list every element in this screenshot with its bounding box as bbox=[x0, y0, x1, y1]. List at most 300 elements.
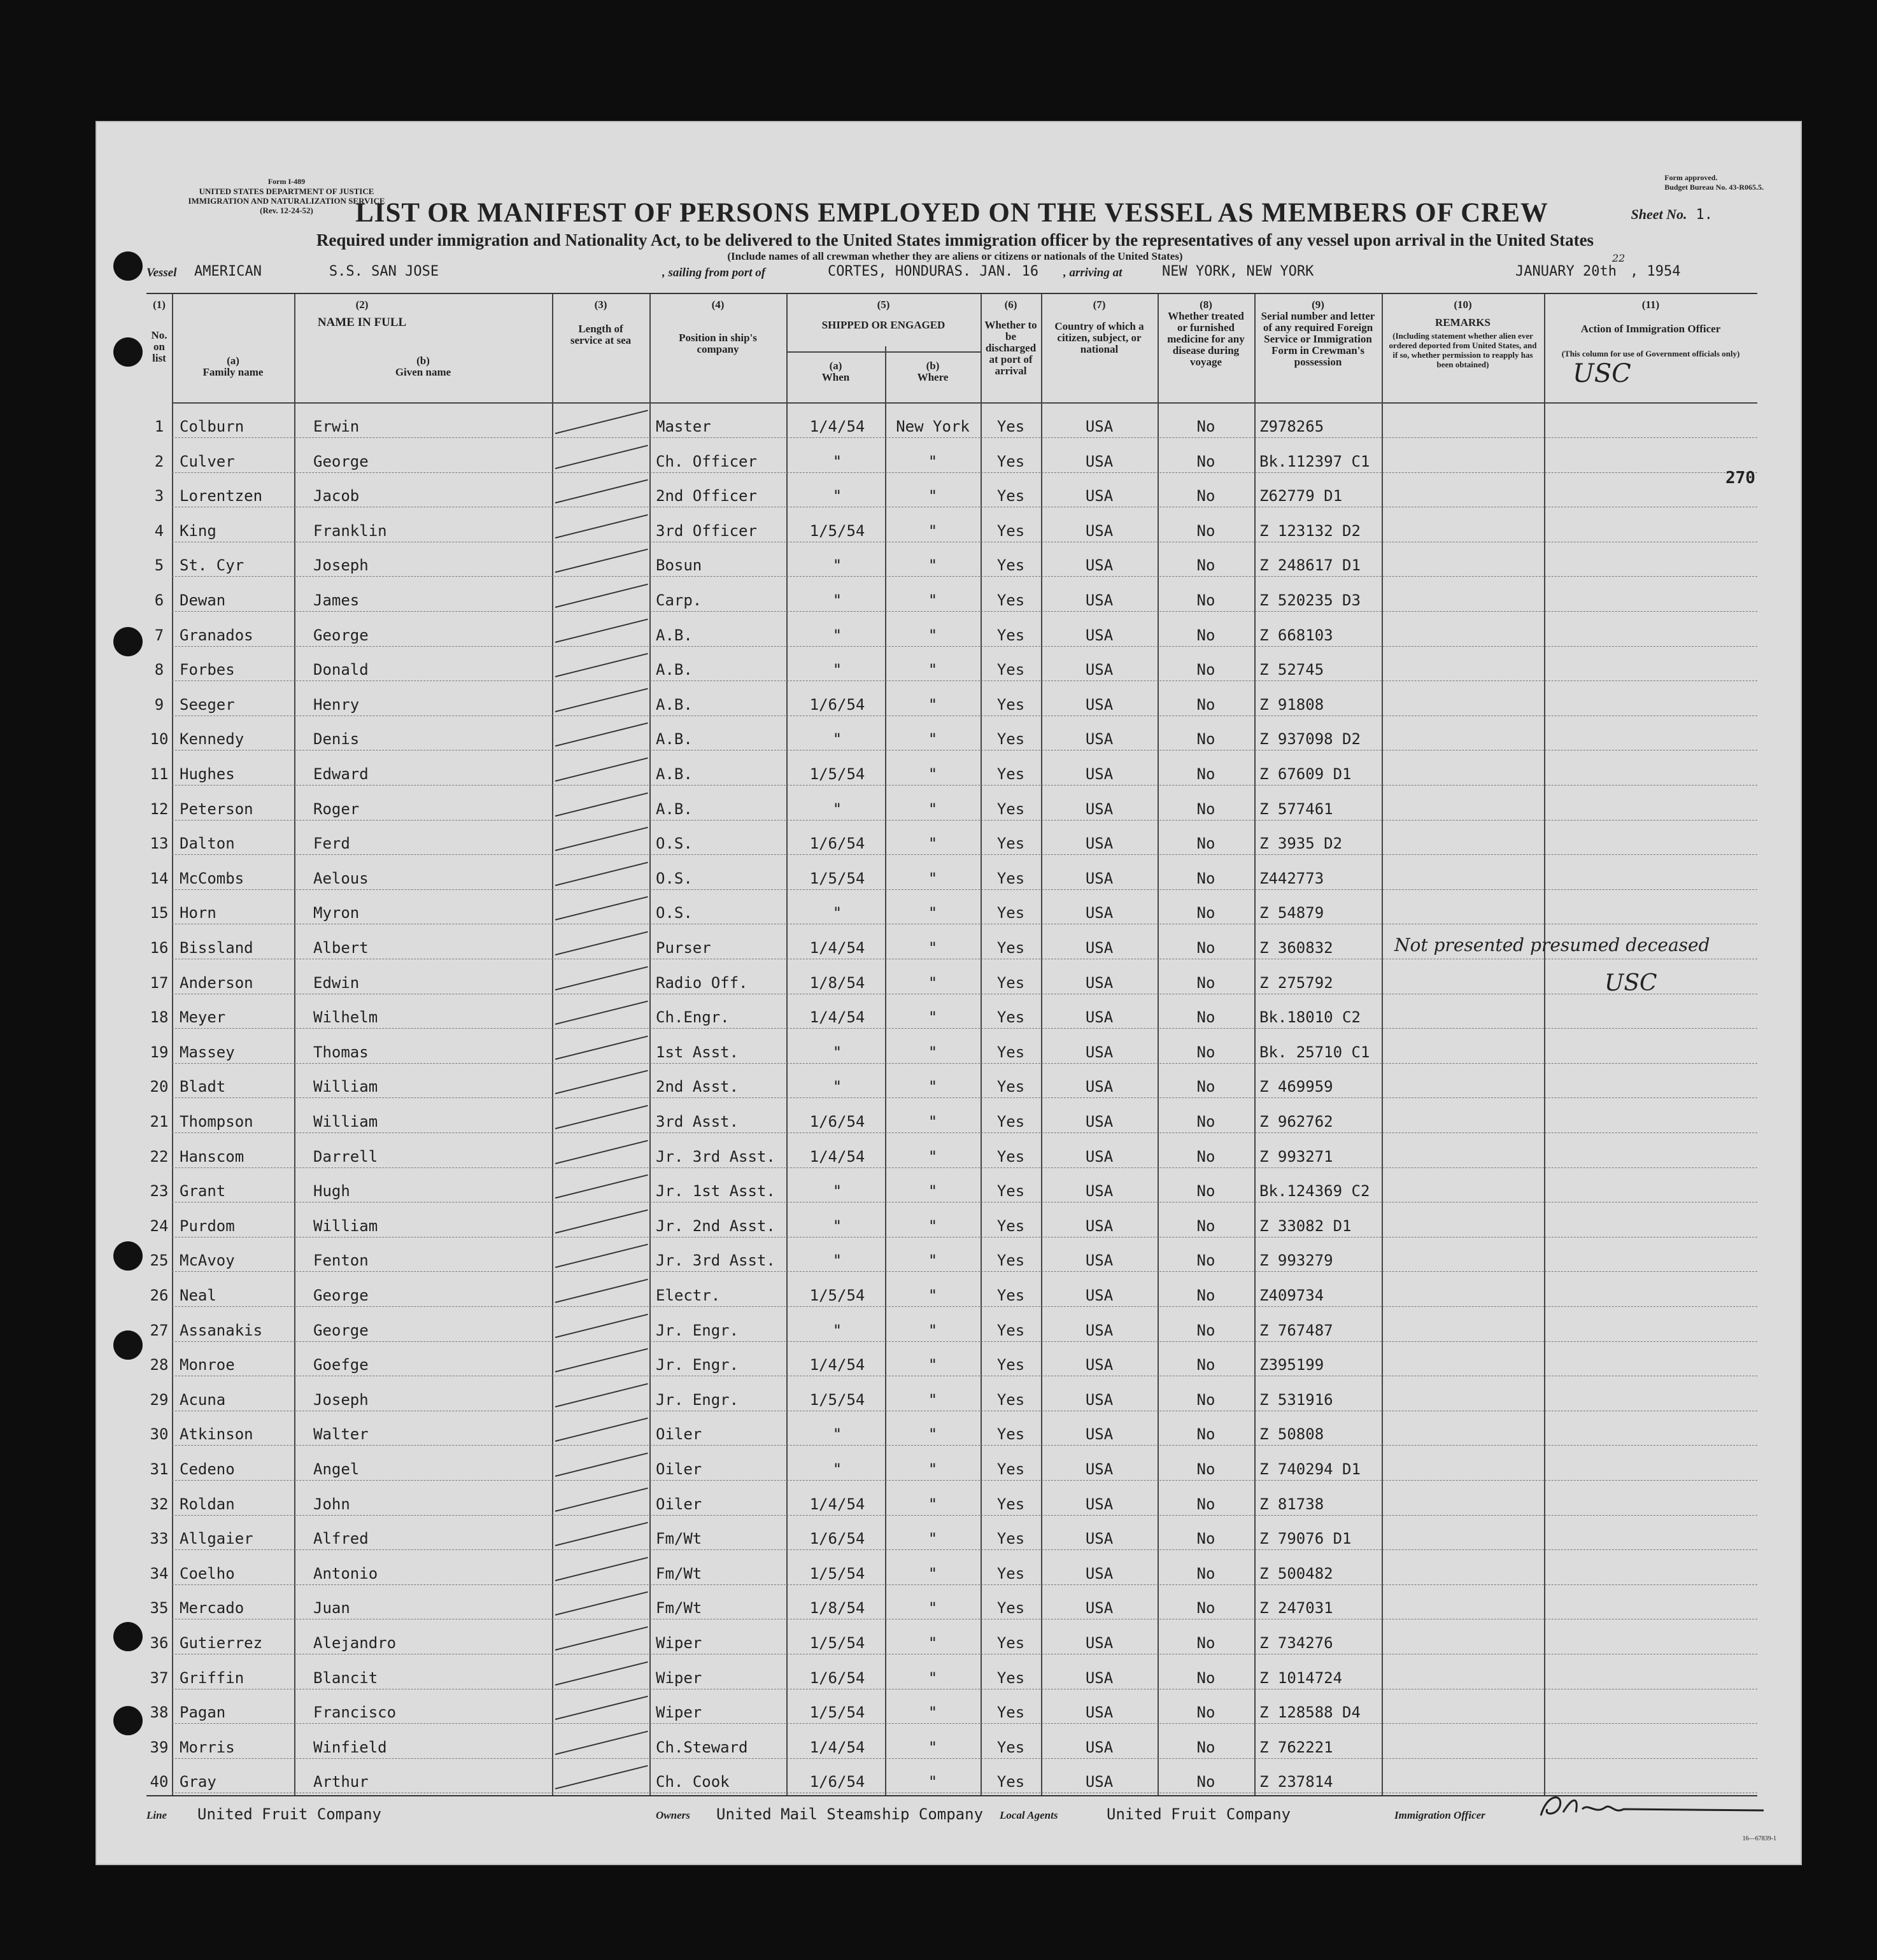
col-name-header: NAME IN FULL bbox=[317, 316, 407, 329]
cell-position: Oiler bbox=[656, 1460, 702, 1478]
cell-serial: Z 767487 bbox=[1259, 1321, 1333, 1339]
cell-given: Edwin bbox=[313, 973, 360, 992]
col-given-number: (b) bbox=[416, 355, 430, 367]
cell-no: 7 bbox=[154, 626, 164, 644]
cell-country: USA bbox=[1085, 1703, 1114, 1722]
col-discharge-number: (6) bbox=[1004, 299, 1017, 311]
cell-given: Ferd bbox=[313, 835, 350, 853]
table-row bbox=[146, 1724, 1757, 1759]
cell-family: King bbox=[180, 521, 216, 540]
service-dash-mark bbox=[555, 514, 648, 539]
cell-where: " bbox=[928, 1008, 938, 1027]
cell-no: 5 bbox=[154, 556, 164, 575]
cell-no: 19 bbox=[150, 1043, 169, 1061]
service-dash-mark bbox=[555, 1591, 648, 1616]
cell-treated: No bbox=[1196, 1460, 1215, 1478]
table-row bbox=[146, 1064, 1757, 1098]
cell-family: Meyer bbox=[180, 1008, 226, 1027]
cell-position: Wiper bbox=[656, 1634, 702, 1652]
service-dash-mark bbox=[555, 1313, 648, 1337]
cell-position: Jr. 3rd Asst. bbox=[656, 1147, 776, 1166]
table-row bbox=[146, 508, 1757, 542]
col-family-number: (a) bbox=[227, 355, 239, 367]
cell-position: A.B. bbox=[656, 800, 693, 818]
cell-where: " bbox=[928, 487, 938, 505]
cell-treated: No bbox=[1196, 418, 1215, 435]
cell-serial: Z 577461 bbox=[1259, 800, 1333, 818]
table-row bbox=[146, 1342, 1757, 1376]
cell-treated: No bbox=[1196, 765, 1215, 783]
cell-given: Walter bbox=[313, 1425, 369, 1444]
service-dash-mark bbox=[555, 1036, 648, 1060]
service-dash-mark bbox=[555, 723, 648, 747]
cell-given: Angel bbox=[313, 1460, 360, 1478]
cell-country: USA bbox=[1085, 591, 1114, 609]
cell-discharge: Yes bbox=[996, 1634, 1025, 1652]
col-when-number: (a) bbox=[829, 360, 842, 372]
binder-hole bbox=[113, 627, 143, 656]
cell-position: Ch.Steward bbox=[656, 1738, 748, 1756]
service-dash-mark bbox=[555, 1279, 648, 1303]
arrival-year: , 1954 bbox=[1630, 264, 1681, 279]
service-dash-mark bbox=[555, 584, 648, 608]
table-row bbox=[146, 1168, 1757, 1202]
cell-no: 18 bbox=[150, 1008, 169, 1027]
cell-treated: No bbox=[1196, 1216, 1215, 1235]
cell-family: Dalton bbox=[180, 835, 235, 853]
cell-given: Edward bbox=[313, 765, 369, 783]
cell-given: Wilhelm bbox=[313, 1008, 378, 1027]
cell-discharge: Yes bbox=[996, 765, 1025, 783]
table-row bbox=[146, 682, 1757, 716]
col-given-header: Given name bbox=[395, 366, 451, 378]
service-dash-mark bbox=[555, 1661, 648, 1685]
cell-no: 13 bbox=[150, 835, 169, 853]
cell-serial: Z 33082 D1 bbox=[1259, 1216, 1352, 1235]
table-row bbox=[146, 1516, 1757, 1550]
cell-where: " bbox=[928, 1078, 938, 1096]
cell-family: Purdom bbox=[180, 1216, 235, 1235]
cell-given: Donald bbox=[313, 661, 369, 679]
binder-hole bbox=[113, 1330, 143, 1360]
sailing-label: , sailing from port of bbox=[662, 266, 766, 279]
table-row bbox=[146, 960, 1757, 994]
cell-discharge: Yes bbox=[996, 1390, 1025, 1409]
table-row bbox=[146, 439, 1757, 473]
cell-country: USA bbox=[1085, 1147, 1114, 1166]
cell-where: " bbox=[928, 765, 938, 783]
cell-treated: No bbox=[1196, 1147, 1215, 1166]
cell-when: " bbox=[832, 487, 842, 505]
cell-where: " bbox=[928, 1599, 938, 1618]
cell-no: 30 bbox=[150, 1425, 169, 1444]
cell-treated: No bbox=[1196, 1703, 1215, 1722]
sheet-number bbox=[1631, 206, 1713, 223]
cell-when: 1/4/54 bbox=[809, 1738, 865, 1756]
usc-mark-top: USC bbox=[1573, 359, 1631, 388]
cell-where: " bbox=[928, 1287, 938, 1304]
cell-serial: Z62779 D1 bbox=[1259, 487, 1343, 505]
service-dash-mark bbox=[555, 1626, 648, 1651]
cell-family: Gray bbox=[180, 1773, 216, 1791]
cell-treated: No bbox=[1196, 556, 1215, 575]
cell-discharge: Yes bbox=[996, 452, 1025, 470]
table-row bbox=[146, 716, 1757, 751]
cell-treated: No bbox=[1196, 939, 1215, 957]
cell-treated: No bbox=[1196, 1599, 1215, 1618]
cell-when: 1/5/54 bbox=[809, 869, 865, 887]
cell-position: Ch. Officer bbox=[656, 452, 757, 470]
officer-signature bbox=[1534, 1790, 1776, 1828]
cell-where: " bbox=[928, 591, 938, 609]
cell-position: Electr. bbox=[656, 1287, 721, 1304]
table-row bbox=[146, 1134, 1757, 1168]
budget-bureau: Budget Bureau No. 43-R065.5. bbox=[1664, 183, 1764, 192]
cell-discharge: Yes bbox=[996, 730, 1025, 749]
service-dash-mark bbox=[555, 931, 648, 955]
margin-number: 270 bbox=[1725, 469, 1755, 488]
cell-family: McCombs bbox=[180, 869, 244, 887]
cell-position: A.B. bbox=[656, 661, 693, 679]
cell-discharge: Yes bbox=[996, 973, 1025, 992]
cell-where: " bbox=[928, 1425, 938, 1444]
cell-country: USA bbox=[1085, 869, 1114, 887]
cell-given: Arthur bbox=[313, 1773, 369, 1791]
cell-where: " bbox=[928, 1460, 938, 1478]
cell-serial: Bk.112397 C1 bbox=[1259, 452, 1370, 470]
cell-when: 1/5/54 bbox=[809, 1634, 865, 1652]
cell-position: Oiler bbox=[656, 1425, 702, 1444]
cell-discharge: Yes bbox=[996, 1599, 1025, 1618]
cell-given: Franklin bbox=[313, 521, 387, 540]
cell-discharge: Yes bbox=[996, 904, 1025, 922]
cell-no: 4 bbox=[154, 521, 164, 540]
cell-given: James bbox=[313, 591, 360, 609]
cell-family: Bissland bbox=[180, 939, 253, 957]
service-dash-mark bbox=[555, 618, 648, 642]
document-title: LIST OR MANIFEST OF PERSONS EMPLOYED ON THE VESSEL AS MEMBERS OF CREW bbox=[355, 198, 1548, 228]
cell-where: " bbox=[928, 695, 938, 714]
cell-no: 14 bbox=[150, 869, 169, 887]
cell-serial: Z 81738 bbox=[1259, 1495, 1324, 1513]
table-row bbox=[146, 1481, 1757, 1516]
cell-given: Joseph bbox=[313, 556, 369, 575]
service-dash-mark bbox=[555, 792, 648, 816]
cell-given: Thomas bbox=[313, 1043, 369, 1061]
service-dash-mark bbox=[555, 479, 648, 504]
cell-discharge: Yes bbox=[996, 556, 1025, 575]
cell-serial: Z 275792 bbox=[1259, 973, 1333, 992]
cell-no: 25 bbox=[150, 1251, 169, 1270]
cell-discharge: Yes bbox=[996, 418, 1025, 435]
cell-country: USA bbox=[1085, 939, 1114, 957]
cell-where: " bbox=[928, 1043, 938, 1061]
cell-serial: Z 360832 bbox=[1259, 939, 1333, 957]
cell-when: " bbox=[832, 1460, 842, 1478]
service-dash-mark bbox=[555, 1105, 648, 1129]
agents-label: Local Agents bbox=[1000, 1809, 1058, 1821]
cell-given: William bbox=[313, 1113, 378, 1131]
cell-discharge: Yes bbox=[996, 1287, 1025, 1304]
cell-given: George bbox=[313, 452, 369, 470]
cell-family: Hughes bbox=[180, 765, 235, 783]
cell-family: Lorentzen bbox=[180, 487, 263, 505]
cell-serial: Z 937098 D2 bbox=[1259, 730, 1361, 749]
col-country-number: (7) bbox=[1093, 299, 1106, 311]
cell-given: George bbox=[313, 626, 369, 644]
cell-given: Myron bbox=[313, 904, 360, 922]
cell-when: 1/4/54 bbox=[809, 1495, 865, 1513]
col-position-header: Position in ship's company bbox=[679, 332, 757, 355]
cell-discharge: Yes bbox=[996, 1703, 1025, 1722]
cell-country: USA bbox=[1085, 1668, 1114, 1687]
cell-position: Jr. Engr. bbox=[656, 1356, 739, 1374]
cell-discharge: Yes bbox=[996, 1113, 1025, 1131]
cell-no: 36 bbox=[150, 1634, 169, 1652]
cell-country: USA bbox=[1085, 1425, 1114, 1444]
cell-serial: Z 668103 bbox=[1259, 626, 1333, 644]
cell-serial: Z 237814 bbox=[1259, 1773, 1333, 1791]
service-dash-mark bbox=[555, 1383, 648, 1407]
cell-treated: No bbox=[1196, 1182, 1215, 1201]
cell-serial: Z 79076 D1 bbox=[1259, 1530, 1352, 1548]
cell-no: 12 bbox=[150, 800, 169, 818]
cell-serial: Z 993279 bbox=[1259, 1251, 1333, 1270]
cell-country: USA bbox=[1085, 835, 1114, 853]
cell-when: " bbox=[832, 661, 842, 679]
cell-serial: Z 962762 bbox=[1259, 1113, 1333, 1131]
cell-family: Acuna bbox=[180, 1390, 226, 1409]
col-shipped-header: SHIPPED OR ENGAGED bbox=[821, 319, 946, 331]
cell-family: Monroe bbox=[180, 1356, 235, 1374]
col-remarks-header: REMARKS bbox=[1435, 316, 1491, 328]
cell-where: " bbox=[928, 1668, 938, 1687]
cell-given: Aelous bbox=[313, 869, 369, 887]
service-dash-mark bbox=[555, 896, 648, 920]
cell-discharge: Yes bbox=[996, 939, 1025, 957]
cell-treated: No bbox=[1196, 1425, 1215, 1444]
col-service-header: Length of service at sea bbox=[570, 323, 632, 346]
cell-when: 1/4/54 bbox=[809, 1147, 865, 1166]
cell-no: 11 bbox=[150, 765, 169, 783]
cell-position: Fm/Wt bbox=[656, 1530, 702, 1548]
table-row bbox=[146, 1029, 1757, 1064]
cell-position: Oiler bbox=[656, 1495, 702, 1513]
cell-treated: No bbox=[1196, 1495, 1215, 1513]
cell-discharge: Yes bbox=[996, 835, 1025, 853]
cell-when: 1/6/54 bbox=[809, 1773, 865, 1791]
table-row bbox=[146, 473, 1757, 507]
cell-treated: No bbox=[1196, 1773, 1215, 1791]
cell-family: Kennedy bbox=[180, 730, 244, 749]
cell-where: " bbox=[928, 1564, 938, 1583]
cell-no: 10 bbox=[150, 730, 169, 749]
cell-when: 1/8/54 bbox=[809, 1599, 865, 1618]
cell-country: USA bbox=[1085, 452, 1114, 470]
cell-no: 32 bbox=[150, 1495, 169, 1513]
col-remarks-note: (Including statement whether alien ever ordered deported from United States, and if so, whether permission to reapply has been obtained) bbox=[1389, 331, 1537, 369]
cell-treated: No bbox=[1196, 1043, 1215, 1061]
binder-hole bbox=[113, 337, 143, 367]
cell-where: " bbox=[928, 1738, 938, 1756]
cell-treated: No bbox=[1196, 1078, 1215, 1096]
service: IMMIGRATION AND NATURALIZATION SERVICE bbox=[188, 196, 385, 206]
cell-no: 27 bbox=[150, 1321, 169, 1339]
cell-given: Alejandro bbox=[313, 1634, 397, 1652]
cell-treated: No bbox=[1196, 973, 1215, 992]
cell-treated: No bbox=[1196, 521, 1215, 540]
manifest-sheet bbox=[96, 121, 1802, 1865]
cell-where: " bbox=[928, 1147, 938, 1166]
col-action-note: (This column for use of Government officials only) bbox=[1561, 349, 1740, 358]
cell-country: USA bbox=[1085, 1287, 1114, 1304]
cell-family: Forbes bbox=[180, 661, 235, 679]
cell-where: " bbox=[928, 1773, 938, 1791]
owners-value: United Mail Steamship Company bbox=[716, 1805, 984, 1823]
cell-where: " bbox=[928, 1321, 938, 1339]
cell-family: Dewan bbox=[180, 591, 226, 609]
service-dash-mark bbox=[555, 688, 648, 712]
cell-country: USA bbox=[1085, 1008, 1114, 1027]
cell-given: Albert bbox=[313, 939, 369, 957]
cell-country: USA bbox=[1085, 1564, 1114, 1583]
cell-where: " bbox=[928, 1113, 938, 1131]
cell-no: 9 bbox=[154, 695, 164, 714]
service-dash-mark bbox=[555, 1696, 648, 1720]
cell-given: Erwin bbox=[313, 418, 360, 435]
cell-country: USA bbox=[1085, 1773, 1114, 1791]
department: UNITED STATES DEPARTMENT OF JUSTICE bbox=[199, 187, 374, 196]
cell-when: " bbox=[832, 800, 842, 818]
cell-where: " bbox=[928, 626, 938, 644]
cell-when: " bbox=[832, 1078, 842, 1096]
cell-position: Wiper bbox=[656, 1668, 702, 1687]
cell-given: George bbox=[313, 1287, 369, 1304]
table-row bbox=[146, 404, 1757, 438]
binder-hole bbox=[113, 1706, 143, 1735]
cell-where: " bbox=[928, 800, 938, 818]
cell-no: 38 bbox=[150, 1703, 169, 1722]
cell-no: 28 bbox=[150, 1356, 169, 1374]
cell-given: Francisco bbox=[313, 1703, 397, 1722]
cell-where: " bbox=[928, 1356, 938, 1374]
cell-treated: No bbox=[1196, 1287, 1215, 1304]
table-row bbox=[146, 1585, 1757, 1619]
cell-family: Coelho bbox=[180, 1564, 235, 1583]
service-dash-mark bbox=[555, 549, 648, 573]
cell-serial: Z 762221 bbox=[1259, 1738, 1333, 1756]
table-row bbox=[146, 647, 1757, 681]
cell-country: USA bbox=[1085, 487, 1114, 505]
cell-treated: No bbox=[1196, 591, 1215, 609]
cell-position: Fm/Wt bbox=[656, 1599, 702, 1618]
cell-position: A.B. bbox=[656, 765, 693, 783]
cell-family: Allgaier bbox=[180, 1530, 253, 1548]
service-dash-mark bbox=[555, 1244, 648, 1268]
cell-country: USA bbox=[1085, 800, 1114, 818]
cell-no: 2 bbox=[154, 452, 164, 470]
cell-family: Neal bbox=[180, 1287, 216, 1304]
table-row bbox=[146, 856, 1757, 890]
cell-discharge: Yes bbox=[996, 1078, 1025, 1096]
cell-serial: Z 67609 D1 bbox=[1259, 765, 1352, 783]
officer-label: Immigration Officer bbox=[1394, 1809, 1485, 1821]
agents-value: United Fruit Company bbox=[1107, 1805, 1291, 1823]
arrival-port: NEW YORK, NEW YORK bbox=[1162, 264, 1314, 279]
cell-treated: No bbox=[1196, 1668, 1215, 1687]
cell-given: Goefge bbox=[313, 1356, 369, 1374]
cell-discharge: Yes bbox=[996, 1668, 1025, 1687]
cell-position: 1st Asst. bbox=[656, 1043, 739, 1061]
cell-treated: No bbox=[1196, 1634, 1215, 1652]
table-row bbox=[146, 577, 1757, 612]
binder-hole bbox=[113, 1622, 143, 1651]
cell-family: Culver bbox=[180, 452, 235, 470]
cell-country: USA bbox=[1085, 1738, 1114, 1756]
cell-given: Jacob bbox=[313, 487, 360, 505]
col-treated-number: (8) bbox=[1200, 299, 1212, 311]
cell-discharge: Yes bbox=[996, 521, 1025, 540]
cell-family: Hanscom bbox=[180, 1147, 244, 1166]
cell-country: USA bbox=[1085, 626, 1114, 644]
cell-when: 1/5/54 bbox=[809, 1287, 865, 1304]
cell-serial: Z 740294 D1 bbox=[1259, 1460, 1361, 1478]
cell-where: " bbox=[928, 1634, 938, 1652]
cell-country: USA bbox=[1085, 1634, 1114, 1652]
cell-treated: No bbox=[1196, 695, 1215, 714]
col-family-header: Family name bbox=[202, 366, 264, 378]
cell-given: Blancit bbox=[313, 1668, 378, 1687]
col-when-header: When bbox=[821, 371, 850, 383]
cell-position: Wiper bbox=[656, 1703, 702, 1722]
table-row bbox=[146, 1099, 1757, 1133]
cell-when: 1/4/54 bbox=[809, 418, 865, 435]
cell-given: George bbox=[313, 1321, 369, 1339]
table-row bbox=[146, 786, 1757, 821]
cell-family: Colburn bbox=[180, 418, 244, 435]
col-discharge-header: Whether to be discharged at port of arrival bbox=[984, 319, 1037, 377]
table-row bbox=[146, 1377, 1757, 1411]
cell-country: USA bbox=[1085, 1495, 1114, 1513]
revision: (Rev. 12-24-52) bbox=[260, 206, 313, 215]
cell-when: " bbox=[832, 1425, 842, 1444]
table-row bbox=[146, 890, 1757, 924]
cell-treated: No bbox=[1196, 452, 1215, 470]
cell-treated: No bbox=[1196, 835, 1215, 853]
cell-treated: No bbox=[1196, 1251, 1215, 1270]
binder-hole bbox=[113, 1241, 143, 1271]
cell-discharge: Yes bbox=[996, 1495, 1025, 1513]
service-dash-mark bbox=[555, 1453, 648, 1477]
cell-country: USA bbox=[1085, 1530, 1114, 1548]
cell-given: John bbox=[313, 1495, 350, 1513]
cell-serial: Z 248617 D1 bbox=[1259, 556, 1361, 575]
table-row bbox=[146, 542, 1757, 577]
cell-serial: Z 531916 bbox=[1259, 1390, 1333, 1409]
cell-country: USA bbox=[1085, 556, 1114, 575]
table-row bbox=[146, 1411, 1757, 1446]
arriving-label: , arriving at bbox=[1063, 266, 1123, 279]
cell-treated: No bbox=[1196, 1113, 1215, 1131]
cell-serial: Z 54879 bbox=[1259, 904, 1324, 922]
cell-when: 1/4/54 bbox=[809, 939, 865, 957]
cell-given: Henry bbox=[313, 695, 360, 714]
service-dash-mark bbox=[555, 1348, 648, 1372]
cell-position: Jr. 3rd Asst. bbox=[656, 1251, 776, 1270]
service-dash-mark bbox=[555, 1001, 648, 1025]
col-shipped-number: (5) bbox=[877, 299, 890, 311]
service-dash-mark bbox=[555, 653, 648, 677]
